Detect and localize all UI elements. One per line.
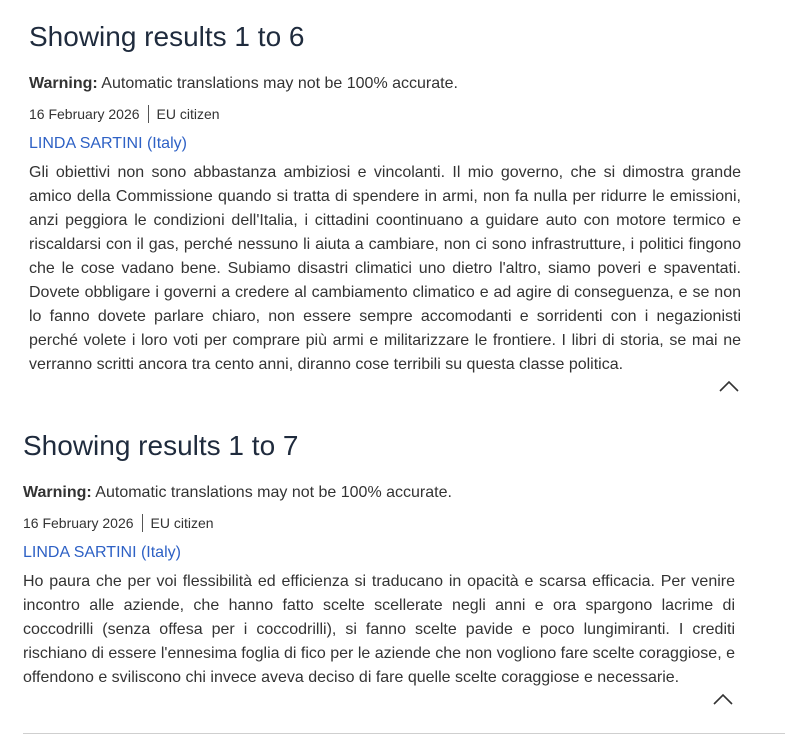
warning-text: Automatic translations may not be 100% accurate.: [97, 75, 458, 92]
feedback-date: 16 February 2026: [29, 106, 140, 122]
collapse-button[interactable]: [717, 374, 741, 398]
feedback-meta: [29, 104, 741, 124]
author-link[interactable]: LINDA SARTINI (Italy): [29, 135, 187, 152]
warning-label: Warning:: [23, 484, 92, 501]
chevron-up-icon: [711, 687, 735, 711]
feedback-date: 16 February 2026: [23, 515, 134, 531]
results-section-1: [29, 0, 741, 377]
results-heading: Showing results 1 to 6: [29, 21, 305, 52]
meta-separator: [148, 105, 149, 123]
meta-separator: [142, 514, 143, 532]
feedback-meta: [23, 513, 735, 533]
warning-text: Automatic translations may not be 100% accurate.: [91, 484, 452, 501]
feedback-text: Ho paura che per voi flessibilità ed efficienza si traducano in opacità e scarsa efficacia. Per venire incontro alle aziende, che hanno fatto scelte scellerate negli anni e ora spargono lacrime di coccodrilli (senza offesa per i coccodrilli), si fanno scelte pavide e poco lungimiranti. I crediti rischiano di essere l'ennesima foglia di fico per le aziende che non vogliono fare scelte coraggiose, e offendono e sviliscono chi invece aveva deciso di fare quelle scelte coraggiose e necessarie.: [23, 573, 735, 686]
bottom-divider: [23, 733, 785, 734]
author-link[interactable]: LINDA SARTINI (Italy): [23, 544, 181, 561]
user-type: EU citizen: [150, 515, 214, 531]
translation-warning: [29, 74, 741, 94]
results-section-2: [23, 409, 735, 690]
warning-label: Warning:: [29, 75, 98, 92]
feedback-text: Gli obiettivi non sono abbastanza ambiziosi e vincolanti. Il mio governo, che si dimostra grande amico della Commissione quando si tratta di spendere in armi, non fa nulla per ridurre le emissioni, anzi peggiora le condizioni dell'Italia, i cittadini coontinuano a guidare auto con motore termico e riscaldarsi con il gas, perché nessuno li aiuta a cambiare, non ci sono infrastrutture, i politici fingono che le cose vadano bene. Subiamo disastri climatici uno dietro l'altro, siamo poveri e spaventati. Dovete obbligare i governi a credere al cambiamento climatico e ad agire di conseguenza, e se non lo fanno dovete parlare chiaro, non essere sempre accomodanti e sorridenti con i negazionisti perché volete i loro voti per comprare più armi e militarizzare le frontiere. I libri di storia, se mai ne verranno scritti ancora tra cento anni, diranno cose terribili su questa classe politica.: [29, 164, 741, 373]
translation-warning: [23, 483, 735, 503]
results-heading: Showing results 1 to 7: [23, 430, 299, 461]
user-type: EU citizen: [156, 106, 220, 122]
chevron-up-icon: [717, 374, 741, 398]
collapse-button[interactable]: [711, 687, 735, 711]
